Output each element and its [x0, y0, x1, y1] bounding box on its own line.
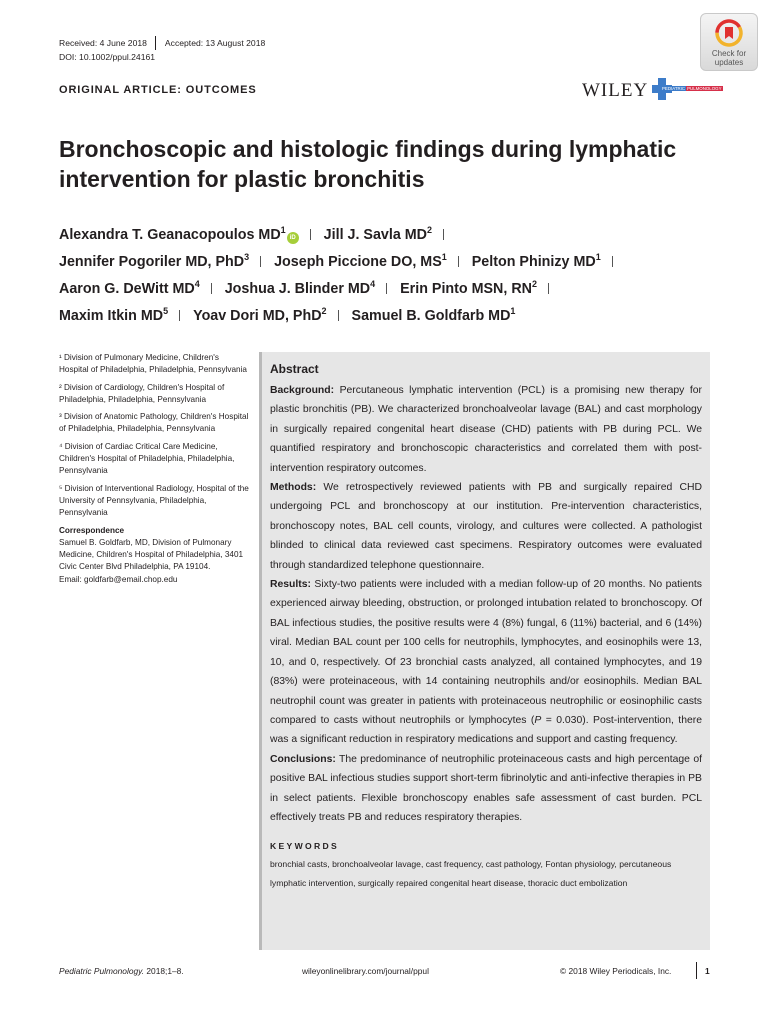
abstract-panel [259, 352, 710, 950]
author-line: Maxim Itkin $MD^5$ Yoav Dori MD, PhD$^2$ Samuel B. Goldfarb $MD^1$ [59, 306, 516, 324]
doi[interactable]: DOI: 10.1002/ppul.24161 [59, 52, 156, 62]
submission-dates [59, 36, 265, 50]
footer-journal-link[interactable]: wileyonlinelibrary.com/journal/ppul [302, 966, 429, 976]
author-name[interactable]: Alexandra T. Geanacopoulos MD [59, 227, 281, 243]
footer-divider [696, 962, 697, 979]
author-line: Alexandra T. Geanacopoulos $MD^1iD$ Jill J. Savla $MD^2$ [59, 222, 709, 249]
footer-copyright: © 2018 Wiley Periodicals, Inc. [560, 966, 672, 976]
correspondence-heading: Correspondence [59, 525, 125, 535]
divider [155, 36, 156, 50]
check-updates-label: Check for updates [711, 49, 747, 67]
author-name[interactable]: Samuel B. Goldfarb MD [351, 308, 511, 324]
affiliation: ⁴ Division of Cardiac Critical Care Medicine, Children's Hospital of Philadelphia, Philadelphia, Pennsylvania [59, 441, 235, 476]
author-name[interactable]: Pelton Phinizy MD [471, 254, 596, 270]
author-name[interactable]: Yoav Dori MD, PhD [193, 308, 322, 324]
received-date: Received: 4 June 2018 [59, 38, 147, 48]
abstract-conclusions: Conclusions: The predominance of neutrophilic proteinaceous casts and high percentage of positive BAL infectious studies support short-term fibrinolytic and anti-infective therapies in PB in select patients. Flexible bronchoscopy enables safe assessment of cast burden. PCL effectively treats PB and reduces respiratory therapies. [270, 753, 702, 823]
author-name[interactable]: Jill J. Savla MD [323, 227, 427, 243]
correspondence-address: Samuel B. Goldfarb, MD, Division of Pulmonary Medicine, Children's Hospital of Philadelphia, 3401 Civic Center Blvd Philadelphia, PA 19104. [59, 537, 244, 572]
author-line: Aaron G. DeWitt $MD^4$ Joshua J. Blinder $MD^4$ Erin Pinto MSN, $RN^2$ [59, 276, 709, 303]
abstract-background: Background: Percutaneous lymphatic intervention (PCL) is a promising new therapy for plastic bronchitis (PB). We characterized bronchoalveolar lavage (BAL) and cast morphology in surgically repaired congenital heart disease (CHD) patients with PB during PCL. We quantified respiratory and bronchoscopic characteristics and correlated them with post-intervention respiratory outcomes. [270, 385, 702, 474]
keywords-list: bronchial casts, bronchoalveolar lavage, cast frequency, cast pathology, Fontan physiology, percutaneous lymphatic intervention, surgically repaired congenital heart disease, thoracic duct embolization [270, 859, 672, 888]
footer-citation: Pediatric Pulmonology. 2018;1–8. [59, 966, 184, 976]
abstract-body [270, 361, 702, 892]
check-for-updates-button[interactable] [700, 13, 758, 71]
abstract-accent-bar [259, 352, 262, 950]
keywords-heading: KEYWORDS [270, 841, 340, 852]
affiliation: ² Division of Cardiology, Children's Hospital of Philadelphia, Philadelphia, Pennsylvania [59, 382, 225, 404]
abstract-methods: Methods: We retrospectively reviewed patients with PB and surgically repaired CHD undergoing PCL and bronchoscopy at our institution. Pre-intervention characteristics, bronchoscopy notes, BAL cell counts, virology, and cultures were collected. A pathologist blinded to clinical data reviewed cast specimens. Respiratory outcomes were evaluated through standardized telephone questionnaire. [270, 482, 702, 571]
article-type: ORIGINAL ARTICLE: OUTCOMES [59, 84, 257, 96]
publisher-logo: WILEY [582, 80, 649, 101]
journal-logo: PEDIATRIC PULMONOLOGY [652, 78, 712, 100]
author-name[interactable]: Joseph Piccione DO, MS [274, 254, 442, 270]
affiliations [59, 352, 249, 586]
author-list [59, 222, 709, 330]
author-line: Jennifer Pogoriler MD, PhD$^3$ Joseph Piccione DO, $MS^1$ Pelton Phinizy $MD^1$ [59, 249, 709, 276]
correspondence-email[interactable]: Email: goldfarb@email.chop.edu [59, 574, 178, 584]
page-number: 1 [705, 966, 710, 976]
affiliation: ⁵ Division of Interventional Radiology, Hospital of the University of Pennsylvania, Philadelphia, Pennsylvania [59, 483, 249, 518]
abstract-heading: Abstract [270, 362, 319, 376]
abstract-results: Results: Sixty-two patients were included with a median follow-up of 20 months. No patients experienced airway bleeding, obstruction, or prolonged intubation related to bronchoscopy. Of BAL infectious studies, the positive results were 4 (8%) fungal, 6 (11%) bacterial, and 6 (14%) viral. Median BAL count per 100 cells for neutrophils, lymphocytes, and eosinophils were 13, 10, and 0, respectively. Of 23 bronchial casts analyzed, all contained lymphocytes, and 19 (83%) were proteinaceous, with 14 containing neutrophils and/or eosinophils. Median BAL neutrophil count was greater in patients with proteinaceous neutrophilic or eosinophilic casts compared to casts without neutrophils or lymphocytes (P = 0.030). Post-intervention, there was a significant reduction in respiratory medications and support and casting frequency. [270, 579, 702, 746]
author-name[interactable]: Maxim Itkin MD [59, 308, 164, 324]
check-updates-icon [714, 18, 744, 48]
orcid-icon[interactable]: iD [287, 232, 299, 244]
author-name[interactable]: Jennifer Pogoriler MD, PhD [59, 254, 245, 270]
affiliation: ³ Division of Anatomic Pathology, Children's Hospital of Philadelphia, Philadelphia, Pennsylvania [59, 412, 249, 434]
accepted-date: Accepted: 13 August 2018 [164, 38, 266, 48]
author-name[interactable]: Aaron G. DeWitt MD [59, 281, 195, 297]
article-title: Bronchoscopic and histologic findings during lymphatic intervention for plastic bronchitis [59, 136, 677, 192]
author-name[interactable]: Erin Pinto MSN, RN [400, 281, 532, 297]
affiliation: ¹ Division of Pulmonary Medicine, Children's Hospital of Philadelphia, Philadelphia, Pennsylvania [59, 353, 247, 375]
author-name[interactable]: Joshua J. Blinder MD [224, 281, 371, 297]
